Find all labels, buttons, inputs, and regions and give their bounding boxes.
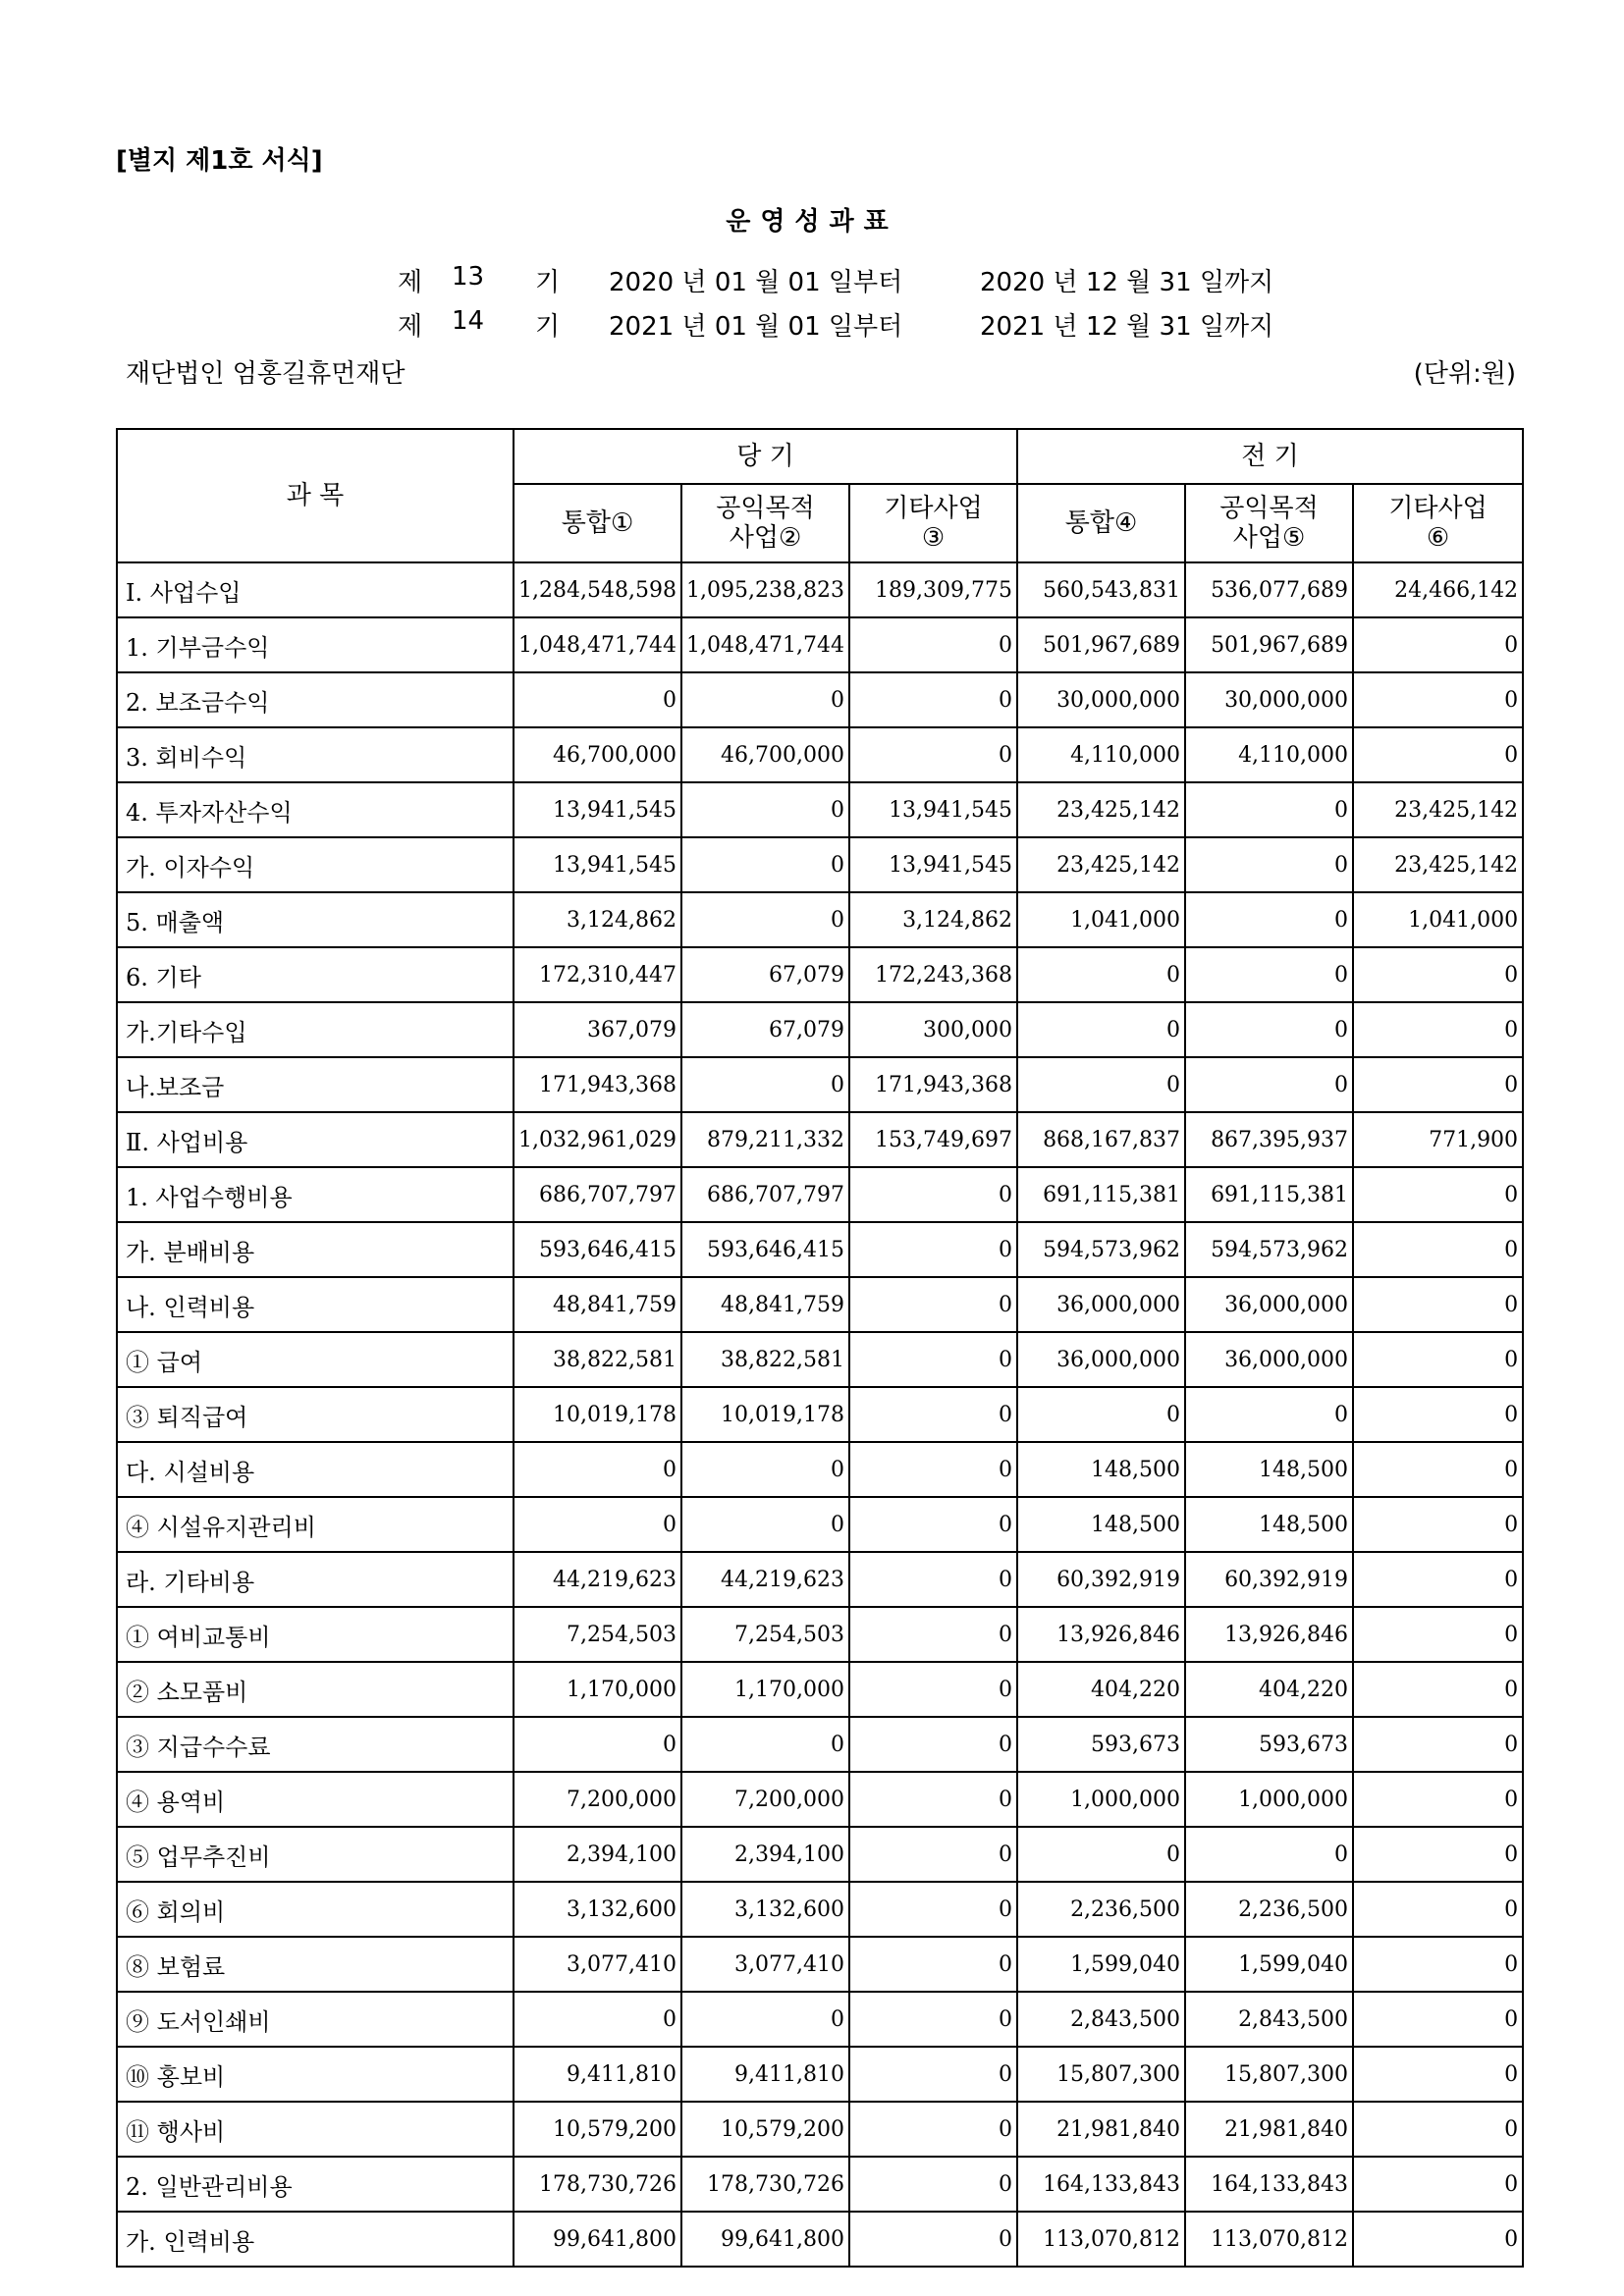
row-value: 1,048,471,744 [681,617,849,672]
header-total-prior [1017,484,1185,562]
row-value: 4,110,000 [1185,727,1353,782]
header-current-period: 당 기 [514,429,1017,484]
row-value: 172,310,447 [514,947,681,1002]
row-value: 1,599,040 [1185,1937,1353,1992]
row-value: 0 [849,1937,1017,1992]
period-from: 2021 년 01 월 01 일부터 [609,312,903,342]
row-value: 1,095,238,823 [681,562,849,617]
row-subject: 1. 사업수행비용 [117,1167,514,1222]
row-value: 60,392,919 [1185,1552,1353,1607]
row-value: 3,132,600 [514,1882,681,1937]
row-value: 0 [681,1057,849,1112]
row-value: 0 [849,1332,1017,1387]
table-row [117,1772,1523,1827]
row-value: 0 [1017,1002,1185,1057]
row-value: 0 [849,1387,1017,1442]
header-line-1: 공익목적 [1219,494,1319,523]
row-value: 1,170,000 [514,1662,681,1717]
period-number: 13 [452,262,485,292]
row-value: 7,254,503 [681,1607,849,1662]
row-value: 13,926,846 [1017,1607,1185,1662]
header-total-current [514,484,681,562]
row-subject: ⑥ 회의비 [117,1882,514,1937]
table-row [117,1717,1523,1772]
row-value: 164,133,843 [1017,2157,1185,2212]
row-subject: Ⅰ. 사업수입 [117,562,514,617]
row-value: 1,170,000 [681,1662,849,1717]
row-value: 24,466,142 [1353,562,1523,617]
row-value: 172,243,368 [849,947,1017,1002]
row-value: 0 [1353,1662,1523,1717]
row-value: 594,573,962 [1185,1222,1353,1277]
row-value: 0 [849,1717,1017,1772]
row-value: 0 [1353,1167,1523,1222]
row-value: 99,641,800 [514,2212,681,2267]
row-value: 148,500 [1017,1442,1185,1497]
header-other-current [849,484,1017,562]
row-value: 0 [849,2212,1017,2267]
row-subject: 2. 보조금수익 [117,672,514,727]
row-value: 46,700,000 [514,727,681,782]
table-row [117,2157,1523,2212]
period-to: 2021 년 12 월 31 일까지 [980,312,1274,342]
row-value: 0 [1353,2047,1523,2102]
row-value: 13,941,545 [849,782,1017,837]
row-value: 189,309,775 [849,562,1017,617]
row-value: 868,167,837 [1017,1112,1185,1167]
row-value: 0 [1353,672,1523,727]
row-value: 0 [1353,1552,1523,1607]
row-value: 404,220 [1185,1662,1353,1717]
row-value: 0 [1185,947,1353,1002]
row-value: 23,425,142 [1017,782,1185,837]
row-value: 300,000 [849,1002,1017,1057]
row-value: 30,000,000 [1017,672,1185,727]
row-value: 0 [514,672,681,727]
row-subject: 6. 기타 [117,947,514,1002]
row-value: 1,000,000 [1017,1772,1185,1827]
row-value: 0 [849,727,1017,782]
row-value: 0 [1017,1387,1185,1442]
table-row [117,1387,1523,1442]
row-value: 48,841,759 [681,1277,849,1332]
header-prior-period: 전 기 [1017,429,1523,484]
row-subject: 가. 분배비용 [117,1222,514,1277]
header-other-prior [1353,484,1523,562]
row-value: 367,079 [514,1002,681,1057]
row-value: 0 [1353,727,1523,782]
table-row [117,1992,1523,2047]
row-value: 1,032,961,029 [514,1112,681,1167]
row-value: 67,079 [681,947,849,1002]
row-value: 44,219,623 [681,1552,849,1607]
row-subject: ③ 퇴직급여 [117,1387,514,1442]
row-value: 3,077,410 [514,1937,681,1992]
table-row [117,1497,1523,1552]
row-value: 691,115,381 [1185,1167,1353,1222]
row-value: 67,079 [681,1002,849,1057]
row-value: 13,941,545 [514,837,681,892]
row-value: 0 [1185,837,1353,892]
row-subject: ④ 용역비 [117,1772,514,1827]
row-value: 38,822,581 [514,1332,681,1387]
row-value: 593,673 [1017,1717,1185,1772]
table-row [117,782,1523,837]
header-total-prior-label: 통합④ [1064,508,1138,538]
table-row [117,1662,1523,1717]
row-value: 686,707,797 [514,1167,681,1222]
row-value: 0 [849,1552,1017,1607]
row-value: 15,807,300 [1017,2047,1185,2102]
table-body [117,562,1523,2267]
row-value: 0 [849,1827,1017,1882]
row-value: 501,967,689 [1185,617,1353,672]
row-subject: ③ 지급수수료 [117,1717,514,1772]
row-value: 0 [849,1497,1017,1552]
row-value: 10,019,178 [681,1387,849,1442]
row-value: 10,579,200 [681,2102,849,2157]
header-total-current-label: 통합① [561,508,634,538]
row-subject: 2. 일반관리비용 [117,2157,514,2212]
row-value: 0 [681,1992,849,2047]
table-row [117,1112,1523,1167]
row-subject: 다. 시설비용 [117,1442,514,1497]
organization-name: 재단법인 엄홍길휴먼재단 [126,359,406,389]
table-row [117,1937,1523,1992]
row-value: 0 [1017,1827,1185,1882]
row-value: 178,730,726 [514,2157,681,2212]
row-subject: ④ 시설유지관리비 [117,1497,514,1552]
row-value: 0 [681,892,849,947]
table-row [117,1167,1523,1222]
header-line-2: ⑥ [1426,523,1450,553]
row-value: 879,211,332 [681,1112,849,1167]
row-value: 7,254,503 [514,1607,681,1662]
row-value: 691,115,381 [1017,1167,1185,1222]
row-value: 99,641,800 [681,2212,849,2267]
operating-results-table [116,428,1524,2268]
period-gi: 기 [535,312,561,342]
row-value: 0 [1353,1827,1523,1882]
row-value: 536,077,689 [1185,562,1353,617]
row-value: 0 [1353,1992,1523,2047]
table-row [117,1827,1523,1882]
row-value: 171,943,368 [514,1057,681,1112]
row-value: 0 [1353,1222,1523,1277]
row-value: 0 [1353,1497,1523,1552]
row-value: 0 [849,2157,1017,2212]
row-value: 501,967,689 [1017,617,1185,672]
row-value: 46,700,000 [681,727,849,782]
row-value: 0 [1353,617,1523,672]
row-value: 10,579,200 [514,2102,681,2157]
row-value: 3,132,600 [681,1882,849,1937]
row-value: 13,941,545 [849,837,1017,892]
row-value: 1,284,548,598 [514,562,681,617]
row-subject: ⑨ 도서인쇄비 [117,1992,514,2047]
row-value: 0 [1353,1442,1523,1497]
row-value: 7,200,000 [681,1772,849,1827]
header-line-2: 사업⑤ [1232,523,1306,553]
row-value: 0 [1185,1057,1353,1112]
table-row [117,1332,1523,1387]
row-value: 686,707,797 [681,1167,849,1222]
row-value: 0 [1353,1387,1523,1442]
table-row [117,1552,1523,1607]
row-value: 0 [1353,1882,1523,1937]
row-value: 10,019,178 [514,1387,681,1442]
row-value: 0 [849,1992,1017,2047]
row-value: 7,200,000 [514,1772,681,1827]
header-line-1: 기타사업 [1388,494,1488,523]
table-row [117,1002,1523,1057]
row-value: 44,219,623 [514,1552,681,1607]
row-subject: ① 급여 [117,1332,514,1387]
row-value: 0 [849,1607,1017,1662]
row-value: 3,124,862 [849,892,1017,947]
row-subject: 3. 회비수익 [117,727,514,782]
header-line-1: 공익목적 [716,494,815,523]
row-value: 0 [681,672,849,727]
row-value: 0 [1353,1002,1523,1057]
row-value: 0 [849,672,1017,727]
row-value: 21,981,840 [1185,2102,1353,2157]
period-line-1 [0,262,1624,295]
row-value: 0 [514,1992,681,2047]
period-je: 제 [398,312,423,342]
header-line-2: 사업② [729,523,802,553]
row-value: 0 [1017,1057,1185,1112]
row-value: 560,543,831 [1017,562,1185,617]
row-value: 23,425,142 [1017,837,1185,892]
row-value: 38,822,581 [681,1332,849,1387]
row-value: 593,646,415 [514,1222,681,1277]
period-from: 2020 년 01 월 01 일부터 [609,268,903,297]
table-row [117,1882,1523,1937]
row-value: 3,124,862 [514,892,681,947]
row-value: 0 [1353,947,1523,1002]
table-row [117,1442,1523,1497]
row-subject: ⑪ 행사비 [117,2102,514,2157]
row-value: 0 [1185,782,1353,837]
row-subject: 5. 매출액 [117,892,514,947]
row-subject: 4. 투자자산수익 [117,782,514,837]
row-subject: Ⅱ. 사업비용 [117,1112,514,1167]
header-subject: 과 목 [117,429,514,562]
row-subject: 나.보조금 [117,1057,514,1112]
document-title: 운영성과표 [726,207,898,237]
row-value: 0 [1017,947,1185,1002]
table-row [117,1607,1523,1662]
row-value: 15,807,300 [1185,2047,1353,2102]
header-public-prior [1185,484,1353,562]
row-value: 23,425,142 [1353,782,1523,837]
row-value: 1,000,000 [1185,1772,1353,1827]
row-value: 60,392,919 [1017,1552,1185,1607]
row-value: 0 [1353,1717,1523,1772]
row-subject: 나. 인력비용 [117,1277,514,1332]
row-value: 0 [1185,1827,1353,1882]
row-value: 0 [849,2102,1017,2157]
row-value: 0 [849,1442,1017,1497]
row-value: 0 [1353,2157,1523,2212]
row-subject: ⑧ 보험료 [117,1937,514,1992]
row-value: 178,730,726 [681,2157,849,2212]
row-value: 148,500 [1185,1442,1353,1497]
row-value: 1,041,000 [1353,892,1523,947]
row-value: 0 [849,1882,1017,1937]
row-subject: 라. 기타비용 [117,1552,514,1607]
table-row [117,1277,1523,1332]
row-value: 3,077,410 [681,1937,849,1992]
row-value: 0 [1185,1387,1353,1442]
row-value: 148,500 [1017,1497,1185,1552]
row-value: 0 [1353,2212,1523,2267]
row-value: 9,411,810 [681,2047,849,2102]
row-value: 0 [514,1442,681,1497]
table-row [117,947,1523,1002]
table-row [117,1222,1523,1277]
row-value: 36,000,000 [1185,1332,1353,1387]
row-value: 2,394,100 [681,1827,849,1882]
row-value: 0 [1185,892,1353,947]
table-row [117,837,1523,892]
period-to: 2020 년 12 월 31 일까지 [980,268,1274,297]
table-row [117,672,1523,727]
row-value: 0 [1353,1937,1523,1992]
row-value: 0 [849,1222,1017,1277]
header-public-current [681,484,849,562]
row-value: 2,843,500 [1017,1992,1185,2047]
row-value: 1,599,040 [1017,1937,1185,1992]
row-value: 21,981,840 [1017,2102,1185,2157]
row-value: 404,220 [1017,1662,1185,1717]
row-value: 0 [1353,1607,1523,1662]
row-value: 1,041,000 [1017,892,1185,947]
row-value: 2,236,500 [1017,1882,1185,1937]
row-subject: 1. 기부금수익 [117,617,514,672]
row-value: 0 [1353,1772,1523,1827]
row-value: 771,900 [1353,1112,1523,1167]
row-value: 113,070,812 [1017,2212,1185,2267]
header-line-2: ③ [921,523,946,553]
row-value: 2,236,500 [1185,1882,1353,1937]
row-value: 9,411,810 [514,2047,681,2102]
row-value: 0 [681,782,849,837]
table-row [117,2102,1523,2157]
row-value: 2,394,100 [514,1827,681,1882]
row-value: 0 [681,1442,849,1497]
table-row [117,727,1523,782]
row-value: 23,425,142 [1353,837,1523,892]
row-value: 30,000,000 [1185,672,1353,727]
row-value: 13,926,846 [1185,1607,1353,1662]
row-value: 148,500 [1185,1497,1353,1552]
row-subject: ⑤ 업무추진비 [117,1827,514,1882]
row-value: 593,646,415 [681,1222,849,1277]
row-subject: ② 소모품비 [117,1662,514,1717]
row-value: 4,110,000 [1017,727,1185,782]
table-row [117,562,1523,617]
table-row [117,892,1523,947]
header-line-1: 기타사업 [884,494,983,523]
row-subject: 가. 이자수익 [117,837,514,892]
row-value: 0 [1185,1002,1353,1057]
row-value: 48,841,759 [514,1277,681,1332]
row-value: 0 [849,1662,1017,1717]
row-subject: ① 여비교통비 [117,1607,514,1662]
row-value: 113,070,812 [1185,2212,1353,2267]
row-value: 13,941,545 [514,782,681,837]
row-value: 867,395,937 [1185,1112,1353,1167]
row-value: 171,943,368 [849,1057,1017,1112]
table-row [117,2212,1523,2267]
row-value: 153,749,697 [849,1112,1017,1167]
row-value: 0 [849,1772,1017,1827]
row-value: 36,000,000 [1017,1277,1185,1332]
row-value: 36,000,000 [1017,1332,1185,1387]
row-value: 593,673 [1185,1717,1353,1772]
period-je: 제 [398,268,423,297]
row-value: 0 [514,1497,681,1552]
row-value: 0 [1353,1057,1523,1112]
row-value: 0 [849,1167,1017,1222]
row-value: 0 [849,2047,1017,2102]
table-row [117,617,1523,672]
row-value: 36,000,000 [1185,1277,1353,1332]
row-value: 0 [1353,1277,1523,1332]
period-number: 14 [452,306,485,336]
period-gi: 기 [535,268,561,297]
row-subject: 가. 인력비용 [117,2212,514,2267]
row-value: 594,573,962 [1017,1222,1185,1277]
form-label: [별지 제1호 서식] [116,146,323,176]
row-value: 0 [1353,1332,1523,1387]
period-line-2 [0,306,1624,340]
row-value: 0 [514,1717,681,1772]
row-value: 1,048,471,744 [514,617,681,672]
table-row [117,1057,1523,1112]
row-value: 164,133,843 [1185,2157,1353,2212]
row-subject: ⑩ 홍보비 [117,2047,514,2102]
row-value: 0 [1353,2102,1523,2157]
row-value: 0 [681,1717,849,1772]
row-subject: 가.기타수입 [117,1002,514,1057]
row-value: 0 [849,1277,1017,1332]
row-value: 0 [681,837,849,892]
row-value: 2,843,500 [1185,1992,1353,2047]
table-row [117,2047,1523,2102]
unit-label: (단위:원) [1413,359,1516,389]
row-value: 0 [681,1497,849,1552]
row-value: 0 [849,617,1017,672]
